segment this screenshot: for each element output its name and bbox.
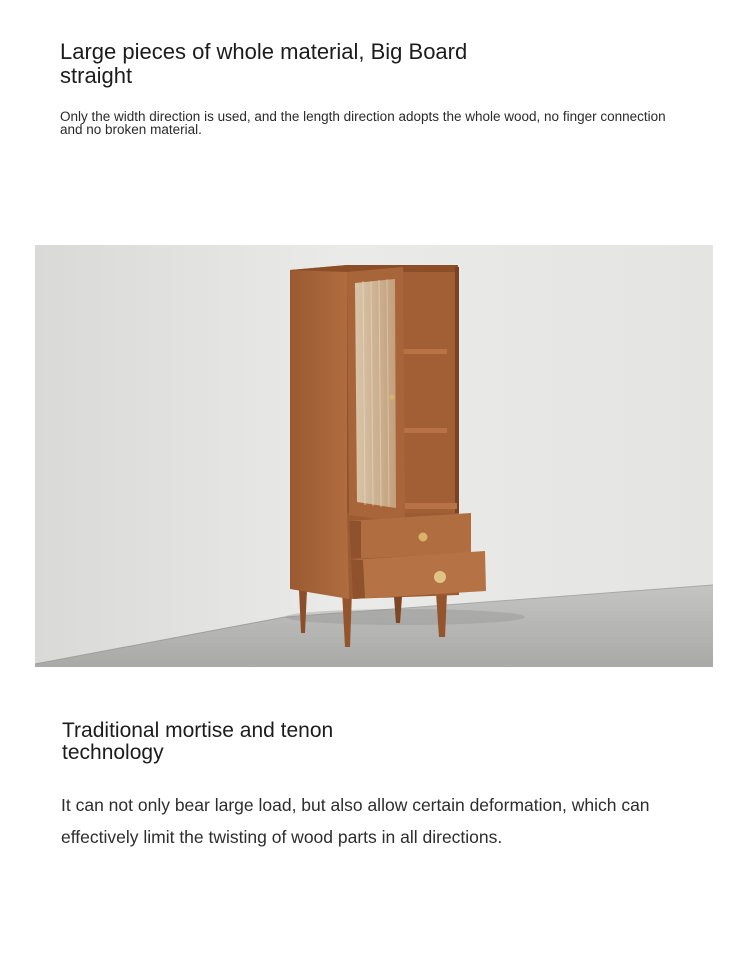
section-title-whole-material: Large pieces of whole material, Big Board straight [60,39,468,88]
shelf [403,428,447,433]
cabinet-side-panel [290,265,349,599]
door-knob [390,395,395,400]
shelf [403,349,447,354]
glass-door [347,267,405,523]
section-description-whole-material: Only the width direction is used, and the length direction adopts the whole wood, no finger connection and no broken material. [60,109,666,137]
drawer-top [349,513,471,559]
shelf [403,503,457,509]
section-description-mortise-tenon: It can not only bear large load, but also allow certain deformation, which can effectively limit the twisting of wood parts in all directions. [61,795,650,847]
section-title-mortise-tenon: Traditional mortise and tenon technology [62,719,334,764]
product-photo-cabinet [35,245,713,667]
drawer-knob [419,533,428,542]
drawer-knob [434,571,446,583]
